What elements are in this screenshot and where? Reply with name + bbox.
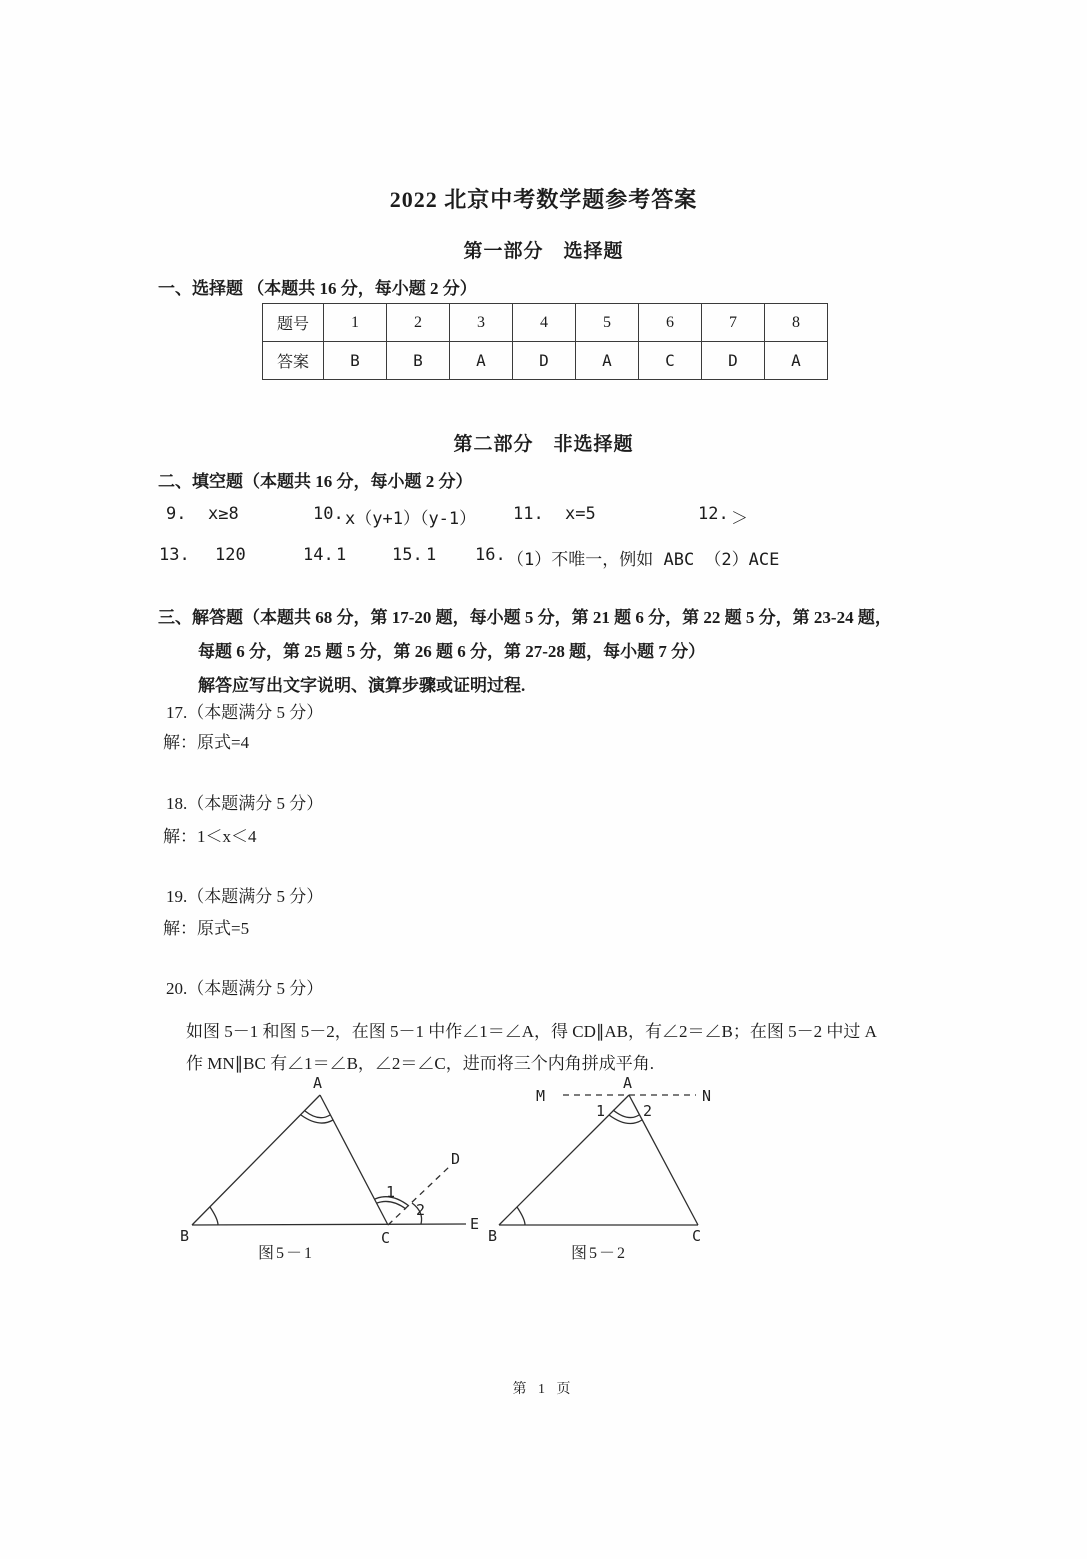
problem-19-solution: 解：原式=5	[163, 919, 250, 938]
blank-11-answer: x=5	[565, 504, 596, 524]
blank-13-number: 13.	[159, 545, 190, 565]
blank-14-answer: 1	[336, 545, 347, 565]
blank-16-answer: （1）不唯一，例如 ABC （2）ACE	[507, 550, 780, 570]
blank-10-answer: x（y+1）（y-1）	[345, 509, 477, 529]
blank-15-number: 15.	[392, 545, 423, 565]
question-number-cell: 4	[513, 304, 576, 342]
fig2-label-N: N	[702, 1087, 712, 1105]
row-header-answer: 答案	[263, 342, 324, 380]
answer-cell: A	[765, 342, 828, 380]
answer-cell: A	[450, 342, 513, 380]
choice-answer-table	[262, 303, 828, 380]
fig2-label-angle2: 2	[643, 1102, 653, 1120]
blank-12-answer: ＞	[731, 509, 748, 529]
question-number-cell: 8	[765, 304, 828, 342]
part1-heading: 第一部分 选择题	[463, 241, 624, 262]
answer-cell: C	[639, 342, 702, 380]
fig1-caption: 图5－1	[258, 1245, 315, 1262]
page-number: 第 1 页	[512, 1382, 575, 1397]
problem-20-title: 20.（本题满分 5 分）	[166, 979, 324, 998]
problem-17-title: 17.（本题满分 5 分）	[166, 703, 324, 722]
question-number-cell: 7	[702, 304, 765, 342]
fig2-label-A: A	[623, 1074, 633, 1092]
section1-label: 一、选择题 （本题共 16 分，每小题 2 分）	[158, 279, 477, 298]
row-header-question-number: 题号	[263, 304, 324, 342]
problem-19-title: 19.（本题满分 5 分）	[166, 887, 324, 906]
section3-label-line2: 每题 6 分，第 25 题 5 分，第 26 题 6 分，第 27-28 题，每小题 7 分）	[198, 642, 706, 661]
blank-14-number: 14.	[303, 545, 334, 565]
fig1-angle-arcs	[210, 1111, 422, 1225]
section3-label-line1: 三、解答题（本题共 68 分，第 17-20 题，每小题 5 分，第 21 题 6 分，第 22 题 5 分，第 23-24 题，	[158, 608, 892, 627]
fig1-label-angle2: 2	[416, 1201, 426, 1219]
problem-18-title: 18.（本题满分 5 分）	[166, 794, 324, 813]
question-number-cell: 5	[576, 304, 639, 342]
question-number-cell: 2	[387, 304, 450, 342]
fig2-label-C: C	[692, 1227, 702, 1245]
blank-11-number: 11.	[513, 504, 544, 524]
question-number-cell: 1	[324, 304, 387, 342]
question-number-cell: 6	[639, 304, 702, 342]
problem-20-explanation-line2: 作 MN∥BC 有∠1＝∠B，∠2＝∠C，进而将三个内角拼成平角.	[186, 1054, 654, 1073]
fig1-label-E: E	[470, 1215, 480, 1233]
blank-10-number: 10.	[313, 504, 344, 524]
fig2-label-B: B	[488, 1227, 498, 1245]
answer-cell: D	[513, 342, 576, 380]
part2-heading: 第二部分 非选择题	[453, 434, 634, 455]
blank-16-number: 16.	[475, 545, 506, 565]
question-number-cell: 3	[450, 304, 513, 342]
fig2-angle-arcs	[517, 1110, 642, 1225]
blank-9-answer: x≥8	[208, 504, 239, 524]
answer-cell: D	[702, 342, 765, 380]
figure-5-2-drawing	[468, 1072, 738, 1272]
table-row	[263, 342, 828, 380]
answer-cell: A	[576, 342, 639, 380]
problem-18-solution: 解：1＜x＜4	[163, 827, 257, 846]
problem-20-explanation-line1: 如图 5－1 和图 5－2，在图 5－1 中作∠1＝∠A，得 CD∥AB，有∠2＝∠B；在图 5－2 中过 A	[186, 1022, 877, 1041]
blank-12-number: 12.	[698, 504, 729, 524]
blank-13-answer: 120	[215, 545, 246, 565]
section3-instruction: 解答应写出文字说明、演算步骤或证明过程.	[198, 676, 526, 695]
answer-cell: B	[387, 342, 450, 380]
fig1-label-B: B	[180, 1227, 190, 1245]
fig2-caption: 图5－2	[571, 1245, 628, 1262]
blank-15-answer: 1	[426, 545, 437, 565]
page-title: 2022 北京中考数学题参考答案	[389, 187, 698, 212]
answer-cell: B	[324, 342, 387, 380]
section2-label: 二、填空题（本题共 16 分，每小题 2 分）	[158, 472, 473, 491]
blank-9-number: 9.	[166, 504, 187, 524]
fig1-label-angle1: 1	[386, 1183, 396, 1201]
fig1-label-C: C	[381, 1229, 391, 1247]
fig2-label-angle1: 1	[596, 1102, 606, 1120]
fig2-label-M: M	[536, 1087, 546, 1105]
figure-5-1-drawing	[148, 1072, 493, 1272]
problem-17-solution: 解：原式=4	[163, 733, 250, 752]
table-row	[263, 304, 828, 342]
fig1-label-D: D	[451, 1150, 461, 1168]
fig1-label-A: A	[313, 1074, 323, 1092]
